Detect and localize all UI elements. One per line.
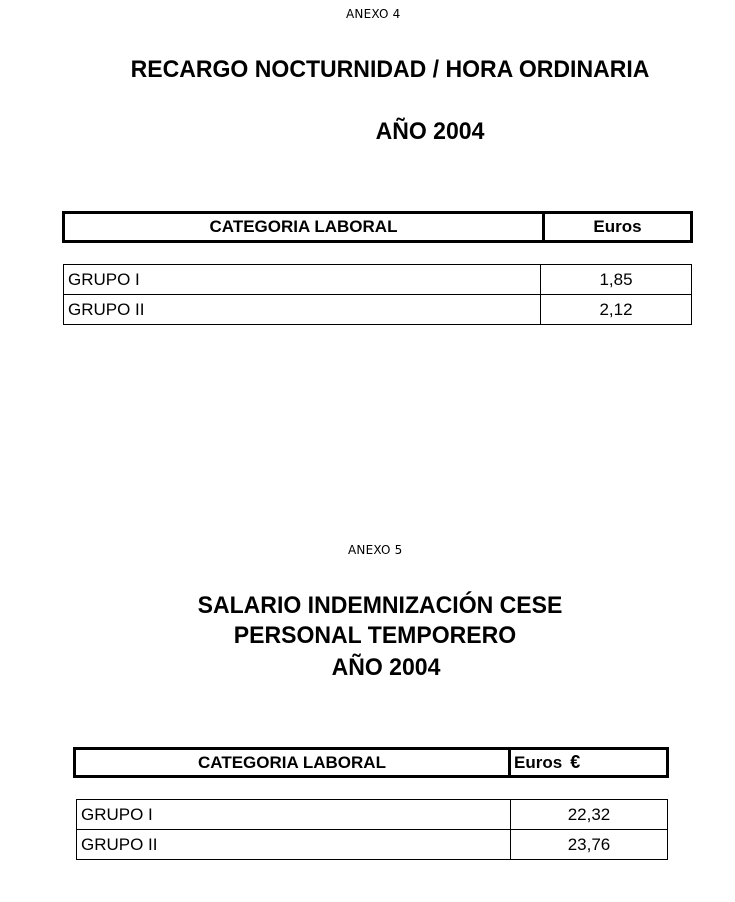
annex-5-year: AÑO 2004 (331, 654, 441, 681)
table-row (64, 295, 692, 325)
euros-header: Euros (593, 217, 642, 236)
annex-4-table (63, 264, 692, 325)
category-header: CATEGORIA LABORAL (65, 214, 545, 240)
row-category: GRUPO II (77, 830, 511, 860)
euro-icon: € (570, 752, 581, 772)
annex-5-label: ANEXO 5 (348, 543, 403, 557)
annex-5-title-line2: PERSONAL TEMPORERO (233, 622, 517, 649)
category-header: CATEGORIA LABORAL (76, 750, 511, 775)
row-value: 1,85 (541, 265, 692, 295)
row-value: 23,76 (511, 830, 668, 860)
euros-header (511, 750, 666, 775)
row-category: GRUPO II (64, 295, 541, 325)
row-category: GRUPO I (64, 265, 541, 295)
table-row (77, 830, 668, 860)
euros-label: Euros (514, 752, 563, 772)
row-value: 22,32 (511, 800, 668, 830)
row-value: 2,12 (541, 295, 692, 325)
table-row (77, 800, 668, 830)
annex-4-table-header (62, 211, 693, 243)
annex-5-title-line1: SALARIO INDEMNIZACIÓN CESE (197, 592, 563, 619)
annex-4-label: ANEXO 4 (346, 7, 401, 21)
annex-4-title: RECARGO NOCTURNIDAD / HORA ORDINARIA (130, 56, 650, 83)
annex-5-table (76, 799, 668, 860)
annex-5-table-header (73, 747, 669, 778)
annex-4-year: AÑO 2004 (375, 118, 485, 145)
table-row (64, 265, 692, 295)
row-category: GRUPO I (77, 800, 511, 830)
